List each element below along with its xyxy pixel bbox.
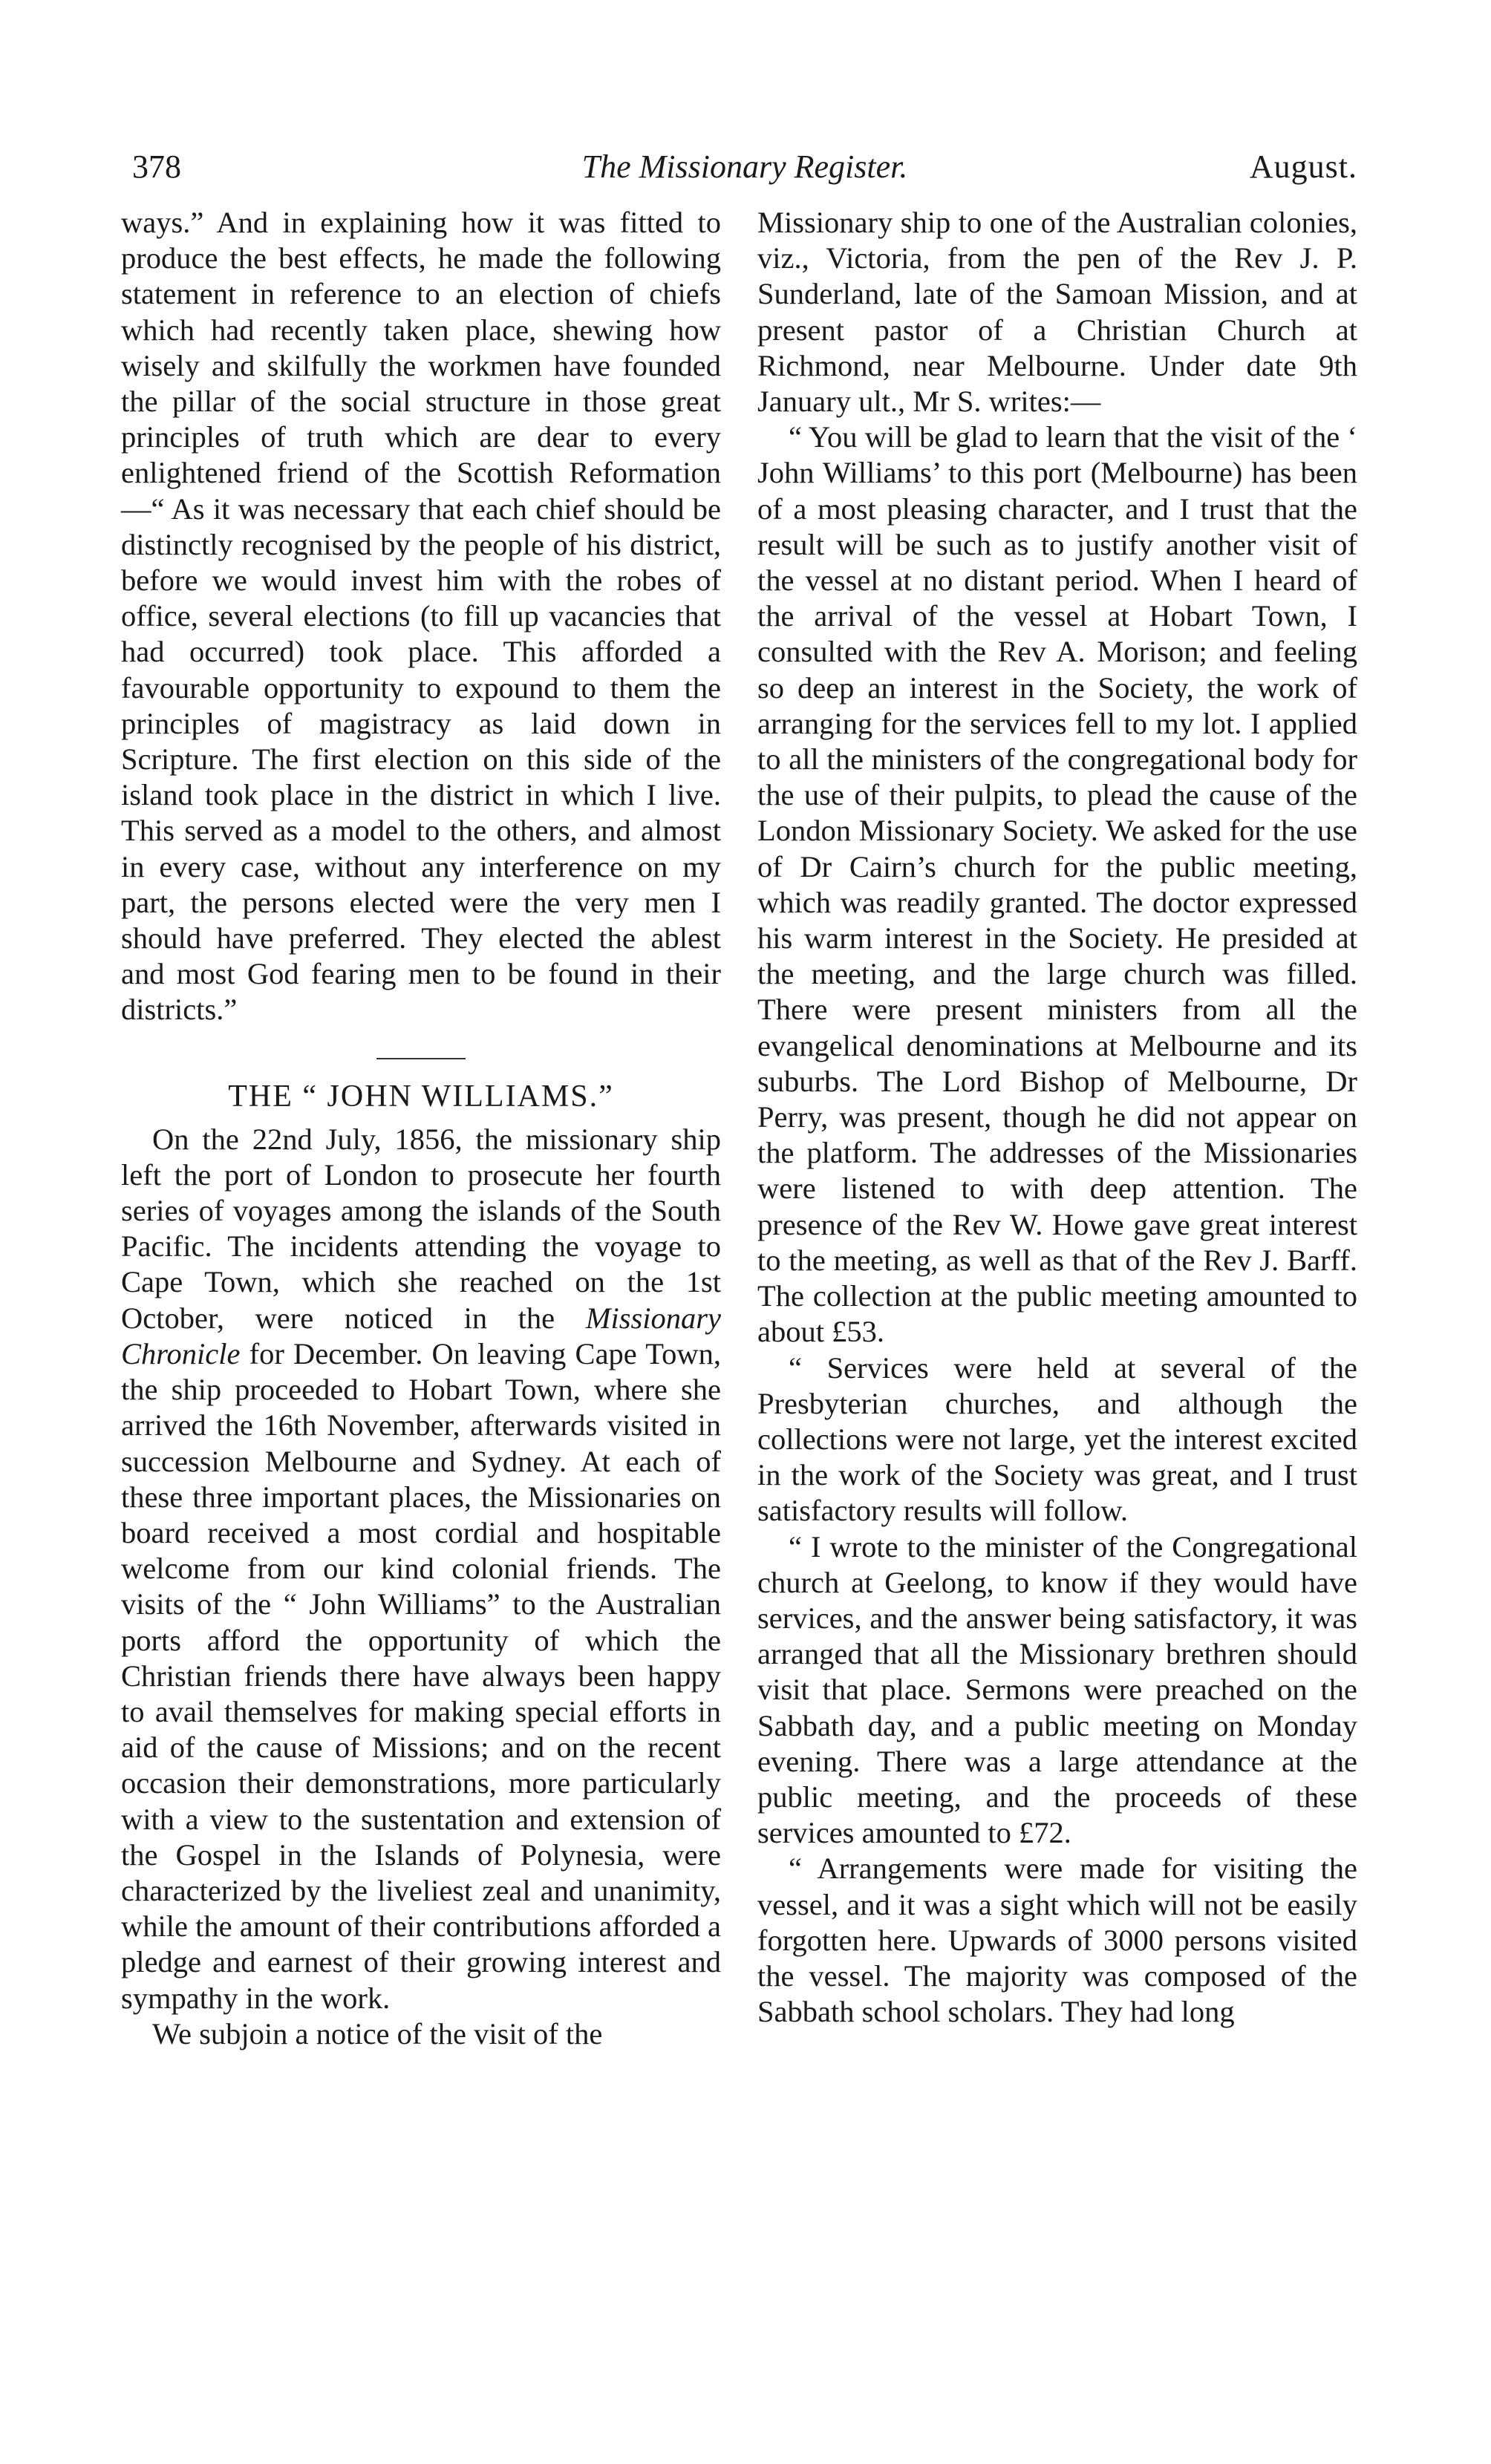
page-header [132, 141, 1357, 193]
paragraph-1-text-b: for December. On leaving Cape Town, the ship proceeded to Hobart Town, where she arrived the 16th November, afterwards visited in succession Melbourne and Sydney. At each of these three important places, the Missionaries on board received a most cordial and hospitable welcome from our kind colonial friends. The visits of the “ John Williams” to the Australian ports afford the opportunity of which the Christian friends there have always been happy to avail themselves for making special efforts in aid of the cause of Missions; and on the recent occasion their demonstrations, more particularly with a view to the sustentation and extension of the Gospel in the Islands of Polynesia, were characterized by the liveliest zeal and unanimity, while the amount of their contributions afforded a pledge and earnest of their growing interest and sympathy in the work. [121, 1336, 721, 2015]
right-paragraph-4: “ I wrote to the minister of the Congregational church at Geelong, to know if they would have services, and the answer being satisfactory, it was arranged that all the Missionary brethren should visit that place. Sermons were preached on the Sabbath day, and a public meeting on Monday evening. There was a large attendance at the public meeting, and the proceeds of these services amounted to £72. [757, 1529, 1357, 1850]
paragraph-1-text-a: On the 22nd July, 1856, the missionary ship left the port of London to prosecute her fourth series of voyages among the islands of the South Pacific. The incidents attending the voyage to Cape Town, which she reached on the 1st October, were noticed in the [121, 1122, 721, 1335]
section-title: THE “ JOHN WILLIAMS.” [228, 1079, 614, 1114]
journal-title: The Missionary Register. [581, 148, 908, 185]
intro-paragraph: ways.” And in explaining how it was fitted to produce the best effects, he made the following statement in reference to an election of chiefs which had recently taken place, shewing how wisely and skilfully the workmen have founded the pillar of the social structure in those great principles of truth which are dear to every enlightened friend of the Scottish Reformation—“ As it was necessary that each chief should be distinctly recognised by the people of his district, before we would invest him with the robes of office, several elections (to fill up vacancies that had occurred) took place. This afforded a favourable opportunity to expound to them the principles of magistracy as laid down in Scripture. The first election on this side of the island took place in the district in which I live. This served as a model to the others, and almost in every case, without any interference on my part, the persons elected were the very men I should have preferred. They elected the ablest and most God fearing men to be found in their districts.” [121, 206, 721, 1027]
left-column [121, 205, 721, 2052]
article-paragraph-2: We subjoin a notice of the visit of the [152, 2016, 603, 2050]
right-paragraph-1: Missionary ship to one of the Australian colonies, viz., Victoria, from the pen of the Rev J. P. Sunderland, late of the Samoan Mission, and at present pastor of a Christian Church at Richmond, near Melbourne. Under date 9th January ult., Mr S. writes:— [757, 206, 1357, 419]
right-column [757, 205, 1357, 2030]
paragraph-1-italic-title: Missionary Chronicle [121, 1301, 721, 1370]
page-number: 378 [132, 148, 181, 185]
section-divider [376, 1058, 466, 1059]
article-paragraph-1 [121, 1122, 721, 2016]
right-paragraph-2: “ You will be glad to learn that the visit of the ‘ John Williams’ to this port (Melbourne) has been of a most pleasing character, and I trust that the result will be such as to justify another visit of the vessel at no distant period. When I heard of the arrival of the vessel at Hobart Town, I consulted with the Rev A. Morison; and feeling so deep an interest in the Society, the work of arranging for the services fell to my lot. I applied to all the ministers of the congregational body for the use of their pulpits, to plead the cause of the London Missionary Society. We asked for the use of Dr Cairn’s church for the public meeting, which was readily granted. The doctor expressed his warm interest in the Society. He presided at the meeting, and the large church was filled. There were present ministers from all the evangelical denominations at Melbourne and its suburbs. The Lord Bishop of Melbourne, Dr Perry, was present, though he did not appear on the platform. The addresses of the Missionaries were listened to with deep attention. The presence of the Rev W. Howe gave great interest to the meeting, as well as that of the Rev J. Barff. The collection at the public meeting amounted to about £53. [757, 420, 1357, 1349]
right-paragraph-5: “ Arrangements were made for visiting the vessel, and it was a sight which will not be easily forgotten here. Upwards of 3000 persons visited the vessel. The majority was composed of the Sabbath school scholars. They had long [757, 1852, 1357, 2029]
right-paragraph-3: “ Services were held at several of the Presbyterian churches, and although the collections were not large, yet the interest excited in the work of the Society was great, and I trust satisfactory results will follow. [757, 1350, 1357, 1528]
issue-month: August. [1249, 148, 1357, 185]
